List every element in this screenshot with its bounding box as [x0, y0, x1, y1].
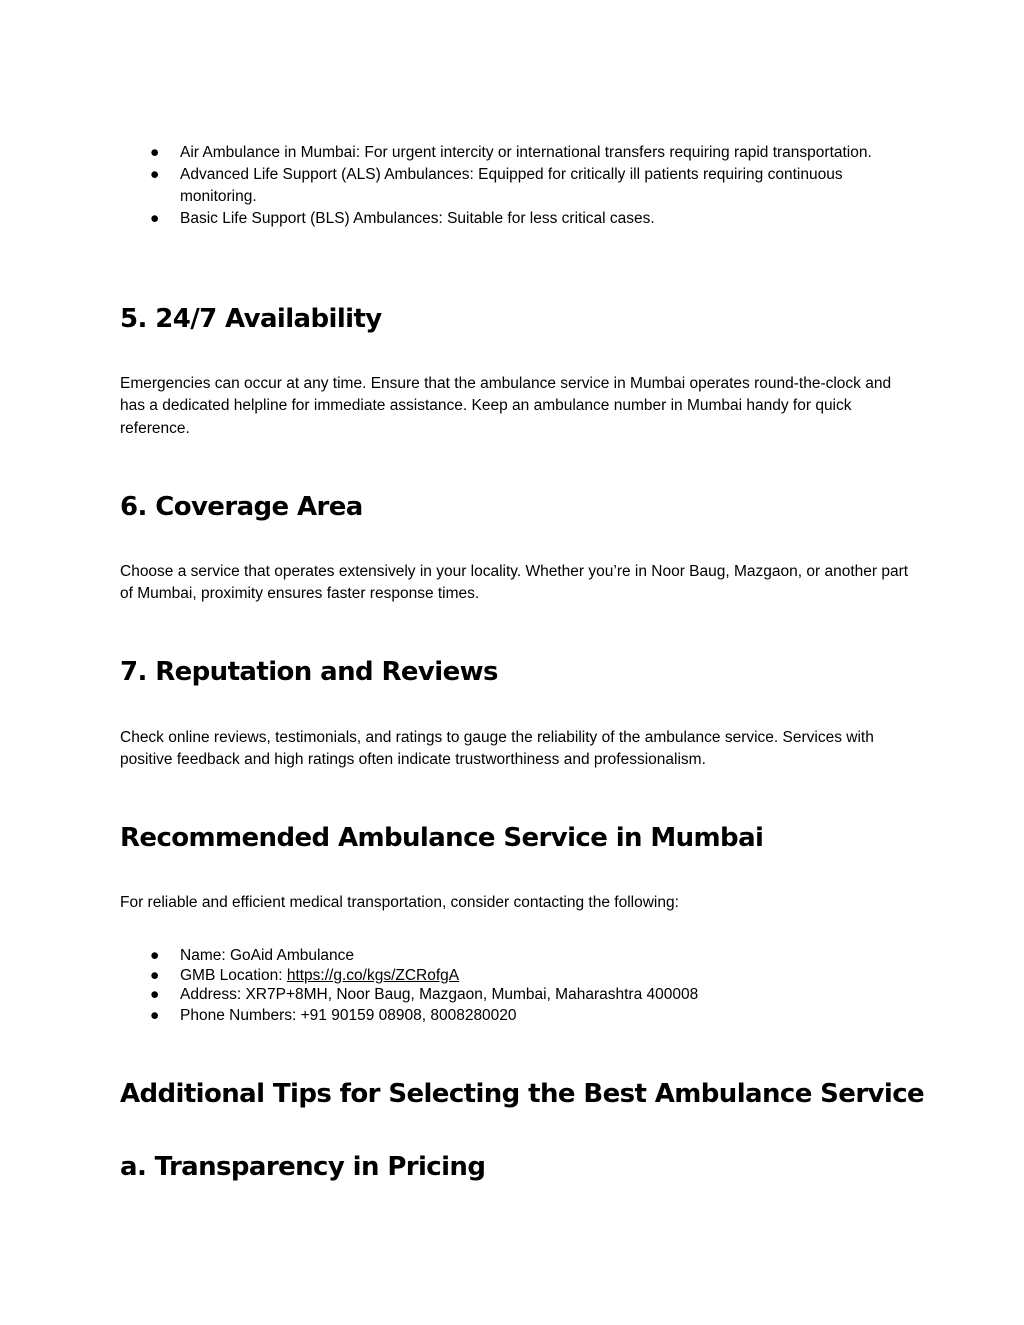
- list-item-address: [120, 985, 910, 1005]
- service-phone-numbers: Phone Numbers: +91 90159 08908, 8008280020: [180, 1006, 517, 1024]
- list-item-phone: [120, 1005, 910, 1027]
- bullet-icon: ●: [150, 1006, 160, 1024]
- heading-recommended-service: Recommended Ambulance Service in Mumbai: [120, 823, 764, 853]
- gmb-location-label: GMB Location:: [180, 966, 287, 984]
- list-item-name: [120, 946, 910, 966]
- gmb-location-link[interactable]: https://g.co/kgs/ZCRofgA: [286, 966, 460, 984]
- heading-reputation: 7. Reputation and Reviews: [120, 657, 498, 687]
- bullet-icon: ●: [150, 966, 160, 984]
- paragraph-recommended-intro: For reliable and efficient medical transportation, consider contacting the following:: [120, 894, 679, 911]
- service-address: Address: XR7P+8MH, Noor Baug, Mazgaon, Mumbai, Maharashtra 400008: [180, 986, 699, 1003]
- list-item-text: Basic Life Support (BLS) Ambulances: Suitable for less critical cases.: [180, 210, 655, 227]
- list-item: [120, 208, 910, 230]
- heading-additional-tips: Additional Tips for Selecting the Best Ambulance Service: [120, 1079, 925, 1109]
- bullet-icon: ●: [150, 166, 160, 183]
- list-item-text: Air Ambulance in Mumbai: For urgent intercity or international transfers requiring rapid transportation.: [180, 144, 872, 161]
- list-item-text: Advanced Life Support (ALS) Ambulances: Equipped for critically ill patients requiring continuous monitoring.: [180, 166, 843, 205]
- service-details-list: [120, 946, 910, 1027]
- bullet-icon: ●: [150, 210, 160, 227]
- list-item: [120, 164, 910, 208]
- bullet-icon: ●: [150, 986, 160, 1003]
- heading-coverage-area: 6. Coverage Area: [120, 492, 363, 522]
- ambulance-types-list: [120, 142, 910, 230]
- paragraph-coverage-area: Choose a service that operates extensively in your locality. Whether you’re in Noor Baug, Mazgaon, or another part of Mumbai, proximity ensures faster response times.: [120, 563, 909, 603]
- heading-transparency-pricing: a. Transparency in Pricing: [120, 1152, 486, 1182]
- list-item-gmb-location: [120, 966, 910, 986]
- service-name: Name: GoAid Ambulance: [180, 947, 355, 964]
- heading-availability: 5. 24/7 Availability: [120, 304, 382, 334]
- bullet-icon: ●: [150, 947, 160, 964]
- paragraph-reputation: Check online reviews, testimonials, and ratings to gauge the reliability of the ambulance service. Services with positive feedback and high ratings often indicate trustworthiness and professionalism.: [120, 729, 874, 769]
- bullet-icon: ●: [150, 144, 160, 161]
- paragraph-availability: Emergencies can occur at any time. Ensure that the ambulance service in Mumbai operates round-the-clock and has a dedicated helpline for immediate assistance. Keep an ambulance number in Mumbai handy for quick reference.: [120, 375, 892, 437]
- list-item: [120, 142, 910, 164]
